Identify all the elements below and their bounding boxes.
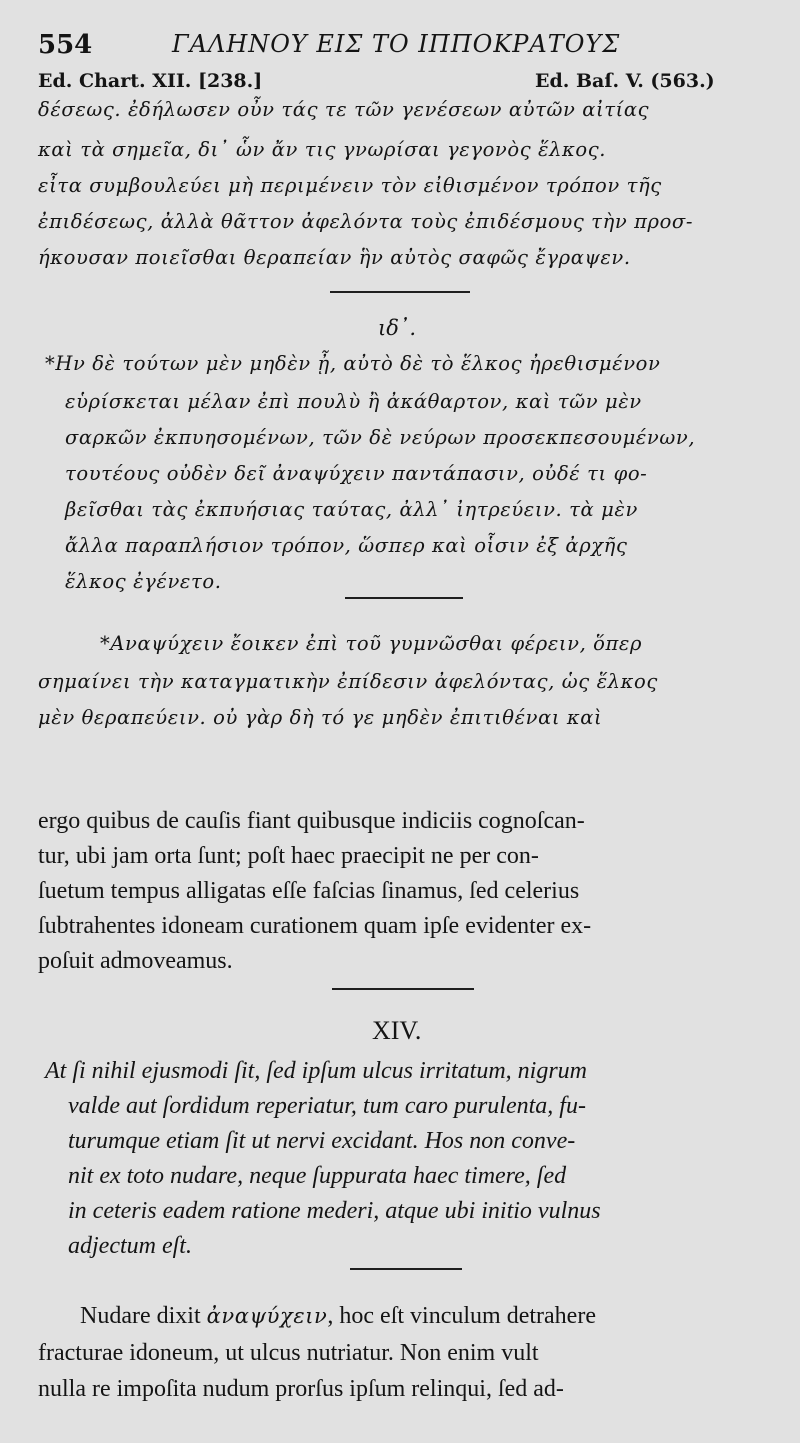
- latin-lemma-line: in ceteris eadem ratione mederi, atque ubi initio vulnus: [68, 1198, 601, 1224]
- running-title: ΓΑΛΗΝΟΥ ΕΙΣ ΤΟ ΙΠΠΟΚΡΑΤΟΥΣ: [172, 30, 621, 58]
- section-divider: [330, 291, 470, 293]
- latin-line: ſuetum tempus alligatas eſſe faſcias ſinamus, ſed celerius: [38, 878, 580, 904]
- latin-line: ergo quibus de cauſis fiant quibusque indiciis cognoſcan-: [38, 808, 585, 834]
- latin-line: poſuit admoveamus.: [38, 948, 233, 974]
- section-divider: [345, 597, 463, 599]
- latin-lemma-line: nit ex toto nudare, neque ſuppurata haec timere, ſed: [68, 1163, 567, 1189]
- greek-line: εἶτα συμβουλεύει μὴ περιμένειν τὸν εἰθισμένον τρόπον τῆς: [38, 174, 662, 197]
- greek-lemma-line: *Ην δὲ τούτων μὲν μηδὲν ᾖ, αὐτὸ δὲ τὸ ἕλκος ἠρεθισμένον: [45, 352, 661, 375]
- greek-section-number: ιδ᾽.: [378, 316, 417, 340]
- latin-lemma-line: valde aut ſordidum reperiatur, tum caro purulenta, fu-: [68, 1093, 586, 1119]
- greek-commentary-line: σημαίνει τὴν καταγματικὴν ἐπίδεσιν ἀφελόντας, ὡς ἕλκος: [38, 670, 658, 693]
- edition-reference-right: Ed. Baſ. V. (563.): [535, 70, 715, 92]
- latin-line: tur, ubi jam orta ſunt; poſt haec praecipit ne per con-: [38, 843, 539, 869]
- latin-commentary-line: fracturae idoneum, ut ulcus nutriatur. Non enim vult: [38, 1340, 539, 1366]
- greek-lemma-line: βεῖσθαι τὰς ἐκπυήσιας ταύτας, ἀλλ᾽ ἰητρεύειν. τὰ μὲν: [65, 498, 638, 521]
- edition-reference-left: Ed. Chart. XII. [238.]: [38, 70, 263, 92]
- greek-line: δέσεως. ἐδήλωσεν οὖν τάς τε τῶν γενέσεων αὐτῶν αἰτίας: [38, 98, 650, 121]
- greek-lemma-line: ἕλκος ἐγένετο.: [65, 570, 222, 593]
- greek-commentary-line: *Αναψύχειν ἔοικεν ἐπὶ τοῦ γυμνῶσθαι φέρειν, ὅπερ: [100, 632, 643, 655]
- latin-text: , hoc eſt vinculum detrahere: [327, 1303, 596, 1329]
- greek-lemma-line: ἄλλα παραπλήσιον τρόπον, ὥσπερ καὶ οἷσιν ἐξ ἀρχῆς: [65, 534, 628, 557]
- greek-lemma-line: σαρκῶν ἐκπυησομένων, τῶν δὲ νεύρων προσεκπεσουμένων,: [65, 426, 696, 449]
- page-number: 554: [38, 30, 93, 60]
- greek-lemma-line: τουτέους οὐδὲν δεῖ ἀναψύχειν παντάπασιν, οὐδέ τι φο-: [65, 462, 648, 485]
- latin-commentary-line: nulla re impoſita nudum prorſus ipſum relinqui, ſed ad-: [38, 1376, 564, 1402]
- greek-commentary-line: μὲν θεραπεύειν. οὐ γὰρ δὴ τό γε μηδὲν ἐπιτιθέναι καὶ: [38, 706, 603, 729]
- greek-line: καὶ τὰ σημεῖα, δι᾽ ὧν ἄν τις γνωρίσαι γεγονὸς ἕλκος.: [38, 138, 607, 161]
- greek-inline-word: ἀναψύχειν: [206, 1304, 328, 1328]
- latin-lemma-line: adjectum eſt.: [68, 1233, 192, 1259]
- latin-lemma-line: turumque etiam ſit ut nervi excidant. Hos non conve-: [68, 1128, 576, 1154]
- latin-line: ſubtrahentes idoneam curationem quam ipſe evidenter ex-: [38, 913, 592, 939]
- greek-line: ήκουσαν ποιεῖσθαι θεραπείαν ἣν αὐτὸς σαφῶς ἔγραψεν.: [38, 246, 631, 269]
- latin-commentary-line: [80, 1303, 596, 1330]
- section-divider: [350, 1268, 462, 1270]
- section-divider: [332, 988, 474, 990]
- latin-section-number: XIV.: [372, 1016, 422, 1045]
- latin-text: Nudare dixit: [80, 1303, 207, 1329]
- greek-line: ἐπιδέσεως, ἀλλὰ θᾶττον ἀφελόντα τοὺς ἐπιδέσμους τὴν προσ-: [38, 210, 694, 233]
- greek-lemma-line: εὑρίσκεται μέλαν ἐπὶ πουλὺ ἢ ἀκάθαρτον, καὶ τῶν μὲν: [65, 390, 642, 413]
- latin-lemma-line: At ſi nihil ejusmodi ſit, ſed ipſum ulcus irritatum, nigrum: [45, 1058, 588, 1084]
